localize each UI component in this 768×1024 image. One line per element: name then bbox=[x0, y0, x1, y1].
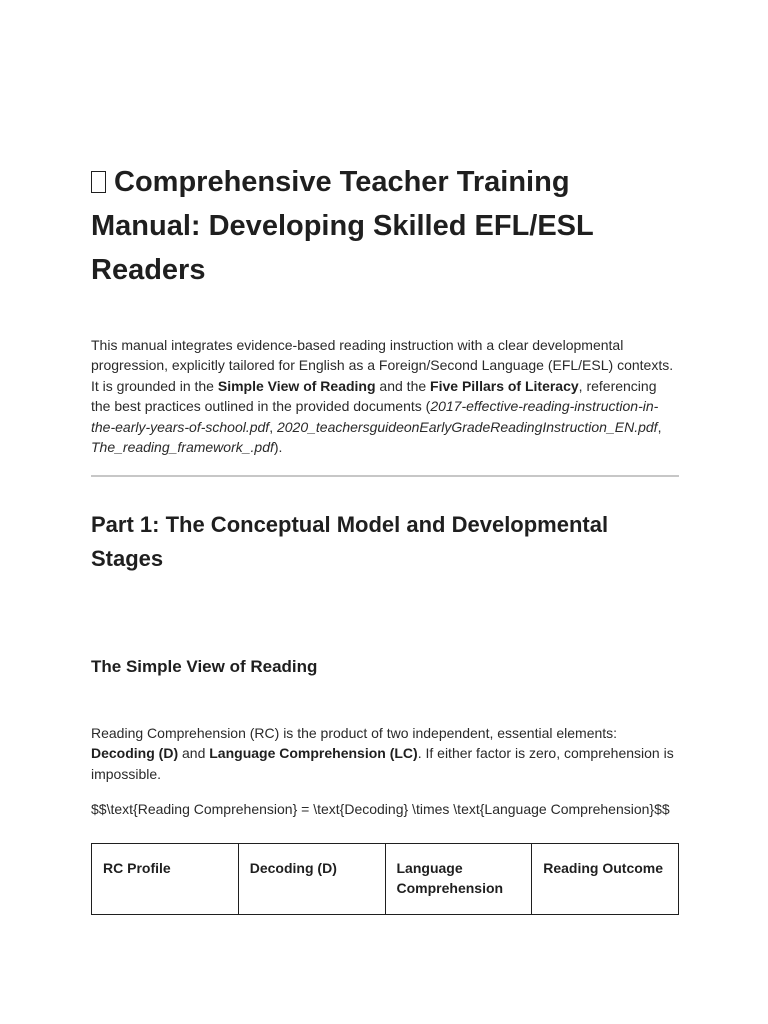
intro-text: ). bbox=[273, 439, 283, 456]
missing-glyph-icon bbox=[91, 171, 106, 193]
intro-text: , bbox=[657, 418, 662, 435]
rc-profile-table bbox=[91, 843, 679, 915]
document-title-text: Comprehensive Teacher Training Manual: Developing Skilled EFL/ESL Readers bbox=[91, 166, 594, 286]
table-header-cell: Reading Outcome bbox=[532, 844, 679, 915]
intro-paragraph bbox=[91, 335, 679, 457]
rc-bold-language-comprehension: Language Comprehension (LC) bbox=[209, 745, 418, 762]
rc-bold-decoding: Decoding (D) bbox=[91, 745, 179, 762]
rc-text: and bbox=[178, 745, 210, 762]
formula-text: $$\text{Reading Comprehension} = \text{Decoding} \times \text{Language Comprehension}$$ bbox=[91, 801, 670, 817]
intro-italic-reference: 2017-effective-reading-instruction-in-the-early-years-of-school.pdf bbox=[91, 398, 659, 435]
rc-text: Reading Comprehension (RC) is the product of two independent, essential elements: bbox=[91, 725, 618, 741]
intro-text: , bbox=[269, 418, 277, 435]
intro-text: This manual integrates evidence-based reading instruction with a clear developmental progression, explicitly tailored for English as a Foreign/Second Language (EFL/ESL) contexts. It is grounded in the bbox=[91, 337, 674, 394]
part1-heading: Part 1: The Conceptual Model and Developmental Stages bbox=[91, 512, 609, 571]
intro-bold-simple-view: Simple View of Reading bbox=[217, 377, 376, 394]
intro-text: and the bbox=[375, 377, 431, 394]
intro-italic-reference: 2020_teachersguideonEarlyGradeReadingInstruction_EN.pdf bbox=[276, 418, 658, 435]
intro-bold-five-pillars: Five Pillars of Literacy bbox=[430, 377, 579, 394]
table-header-cell: Language Comprehension bbox=[385, 844, 532, 915]
horizontal-divider bbox=[91, 475, 679, 477]
intro-italic-reference: The_reading_framework_.pdf bbox=[91, 439, 274, 456]
rc-paragraph bbox=[91, 723, 679, 784]
table-header-cell: RC Profile bbox=[92, 844, 239, 915]
rc-text: . If either factor is zero, comprehension is impossible. bbox=[91, 745, 674, 782]
table-header-cell: Decoding (D) bbox=[238, 844, 385, 915]
table-header-row bbox=[92, 844, 679, 915]
section-heading: The Simple View of Reading bbox=[91, 657, 318, 676]
document-title bbox=[91, 160, 679, 292]
intro-text: , referencing the best practices outlined in the provided documents ( bbox=[91, 377, 657, 415]
